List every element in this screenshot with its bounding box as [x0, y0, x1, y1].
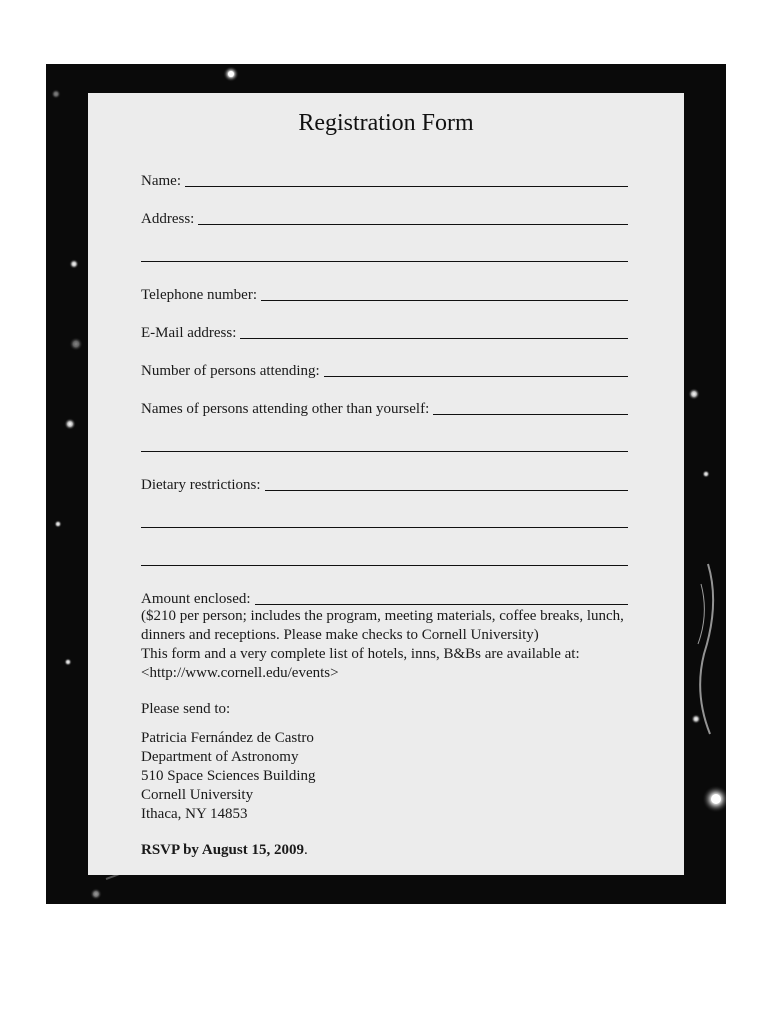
amount-note-line-1: ($210 per person; includes the program, meeting materials, coffee breaks, lunch,	[141, 608, 624, 624]
address-blank-line[interactable]	[198, 224, 628, 225]
name-field[interactable]	[141, 170, 628, 190]
rsvp-deadline-text: RSVP by August 15, 2009	[141, 842, 304, 858]
other-attendees-field[interactable]	[141, 398, 628, 418]
amount-enclosed-blank-line[interactable]	[255, 604, 628, 605]
address-line-building: 510 Space Sciences Building	[141, 768, 316, 784]
hotels-note: This form and a very complete list of hotels, inns, B&Bs are available at:	[141, 646, 580, 662]
telephone-field[interactable]	[141, 284, 628, 304]
dietary-field[interactable]	[141, 474, 628, 494]
email-label: E-Mail address:	[141, 325, 237, 341]
registration-form-panel	[88, 93, 684, 875]
persons-attending-label: Number of persons attending:	[141, 363, 320, 379]
address-line-city: Ithaca, NY 14853	[141, 806, 248, 822]
dietary-blank-line[interactable]	[265, 490, 628, 491]
other-attendees-label: Names of persons attending other than yourself:	[141, 401, 430, 417]
telephone-label: Telephone number:	[141, 287, 257, 303]
rsvp-period: .	[303, 842, 308, 858]
amount-note-line-2: dinners and receptions. Please make checks to Cornell University)	[141, 627, 539, 643]
persons-attending-blank-line[interactable]	[324, 376, 628, 377]
dietary-label: Dietary restrictions:	[141, 477, 261, 493]
send-to-label: Please send to:	[141, 701, 231, 717]
amount-enclosed-label: Amount enclosed:	[141, 591, 251, 607]
address-line-name: Patricia Fernández de Castro	[141, 730, 314, 746]
persons-attending-field[interactable]	[141, 360, 628, 380]
amount-enclosed-field[interactable]	[141, 588, 628, 608]
address-field[interactable]	[141, 208, 628, 228]
email-blank-line[interactable]	[240, 338, 628, 339]
address-label: Address:	[141, 211, 195, 227]
name-label: Name:	[141, 173, 181, 189]
address-line-university: Cornell University	[141, 787, 254, 803]
other-attendees-blank-line-2[interactable]	[141, 451, 628, 452]
dietary-blank-line-3[interactable]	[141, 565, 628, 566]
telephone-blank-line[interactable]	[261, 300, 628, 301]
other-attendees-blank-line[interactable]	[433, 414, 628, 415]
name-blank-line[interactable]	[185, 186, 628, 187]
address-line-department: Department of Astronomy	[141, 749, 299, 765]
dietary-blank-line-2[interactable]	[141, 527, 628, 528]
email-field[interactable]	[141, 322, 628, 342]
form-title: Registration Form	[298, 110, 474, 136]
rsvp-deadline	[141, 841, 636, 860]
address-blank-line-2[interactable]	[141, 261, 628, 262]
events-url[interactable]: <http://www.cornell.edu/events>	[141, 665, 339, 681]
